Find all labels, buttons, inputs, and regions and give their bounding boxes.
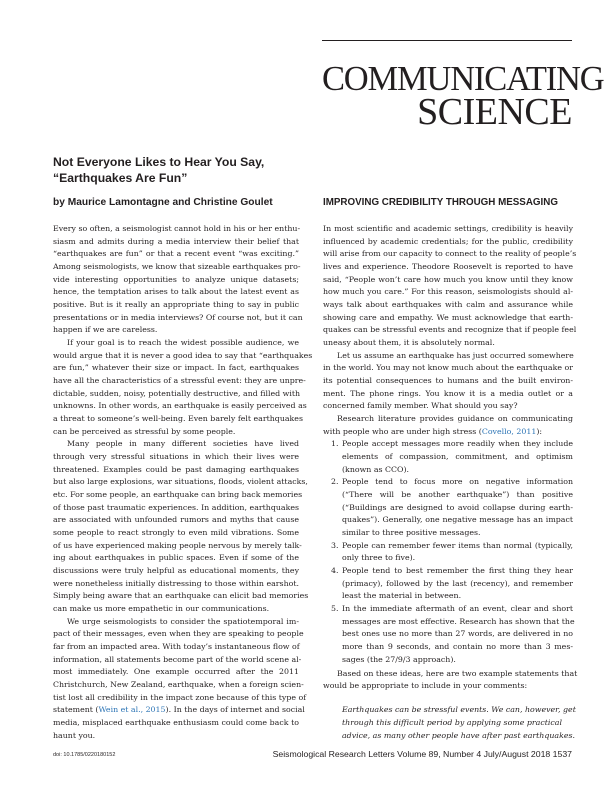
body-text-line: would be appropriate to include in your comments: bbox=[323, 681, 528, 691]
list-item-line: least the material in between. bbox=[342, 591, 462, 601]
body-text-line: said, “People won’t care how much you know until they know bbox=[323, 274, 573, 284]
list-number: 5. bbox=[331, 604, 339, 614]
body-text-line: dictable, sudden, noisy, potentially destructive, and filled with bbox=[53, 388, 301, 398]
article-title-line: Not Everyone Likes to Hear You Say, bbox=[53, 155, 265, 169]
body-text-line: media, misplaced earthquake enthusiasm could come back to bbox=[53, 718, 299, 728]
body-text-line: threatened. Examples could be past damaging earthquakes bbox=[53, 464, 299, 474]
body-text-line: of us have experienced making people nervous by merely talk- bbox=[53, 540, 302, 550]
list-item-line: elements of compassion, commitment, and optimism bbox=[342, 452, 573, 462]
example-statement-line: through this difficult period by applying some practical bbox=[342, 718, 562, 728]
body-text-line: Simply being aware that an earthquake can elicit bad memories bbox=[53, 591, 309, 601]
body-text-line: ing about earthquakes in public spaces. Even if some of the bbox=[53, 553, 299, 563]
body-text-line: Christchurch, New Zealand, earthquake, when a foreign scien- bbox=[53, 680, 304, 690]
body-text-line bbox=[323, 425, 573, 438]
list-number: 4. bbox=[331, 566, 339, 576]
body-text: ). In the days of internet and social bbox=[165, 705, 305, 715]
body-text-line: can be perceived as stressful by some people. bbox=[53, 426, 236, 436]
body-text-line: will arise from our capacity to connect to the reality of people’s bbox=[323, 249, 577, 259]
body-text-line: showing care and empathy. We must acknowledge that earth- bbox=[323, 312, 573, 322]
body-text-line: were nonetheless initially distressing to those within earshot. bbox=[53, 578, 299, 588]
body-text-line: concerned family member. What should you say? bbox=[323, 401, 518, 411]
body-text-line: are associated with unfounded rumors and myths that cause bbox=[53, 515, 299, 525]
body-text-line: some people to react strongly to even mild vibrations. Some bbox=[53, 528, 299, 538]
body-text-line: positive. But is it really an appropriate thing to say in public bbox=[53, 300, 299, 310]
body-text-line: information, all statements become part of the world scene al- bbox=[53, 654, 302, 664]
body-text-line: of those past traumatic experiences. In addition, earthquakes bbox=[53, 502, 299, 512]
section-heading: IMPROVING CREDIBILITY THROUGH MESSAGING bbox=[323, 197, 558, 208]
body-text-line bbox=[53, 703, 305, 716]
body-text-line: ways talk about earthquakes with calm and assurance while bbox=[323, 300, 573, 310]
example-statement-line: Earthquakes can be stressful events. We can, however, get bbox=[342, 705, 576, 715]
body-text-line: would argue that it is never a good idea to say that “earthquakes bbox=[53, 350, 313, 360]
list-item-line: (“There will be another earthquake”) than positive bbox=[342, 490, 573, 500]
body-text-line: influenced by academic credentials; for the public, credibility bbox=[323, 236, 573, 246]
body-text-line: presentations or in media interviews? Of course not, but it can bbox=[53, 312, 303, 322]
footer-journal-info: Seismological Research Letters Volume 89, Number 4 July/August 2018 1537 bbox=[272, 749, 572, 759]
body-text-line: its potential consequences to humans and the built environ- bbox=[323, 376, 573, 386]
list-item-line: People accept messages more readily when they include bbox=[342, 439, 573, 449]
example-statement-line: advice, as many other people have after past earthquakes. bbox=[342, 730, 576, 740]
body-text-line: ment. The phone rings. You know it is a media outlet or a bbox=[323, 388, 573, 398]
section-banner-science: SCIENCE bbox=[417, 91, 572, 133]
body-text: statement ( bbox=[53, 705, 99, 715]
body-text-line: how much you care.” For this reason, seismologists should al- bbox=[323, 287, 573, 297]
body-text-line: have all the characteristics of a stressful event: they are unpre- bbox=[53, 376, 306, 386]
article-byline: by Maurice Lamontagne and Christine Goulet bbox=[53, 197, 273, 208]
list-item-line: (“Buildings are designed to avoid collapse during earth- bbox=[342, 502, 573, 512]
body-text-line: We urge seismologists to consider the spatiotemporal im- bbox=[67, 616, 299, 626]
body-text-line: happen if we are careless. bbox=[53, 325, 158, 335]
body-text-line: unknowns. In other words, an earthquake is easily perceived as bbox=[53, 401, 307, 411]
list-item-line: People tend to best remember the first thing they hear bbox=[342, 566, 573, 576]
list-item-line: more than 9 seconds, and contain no more than 3 mes- bbox=[342, 642, 573, 652]
body-text-line: Among seismologists, we know that sizeable earthquakes pro- bbox=[53, 262, 301, 271]
body-text-line: pact of their messages, even when they are speaking to people bbox=[53, 629, 304, 639]
list-item-line: In the immediate aftermath of an event, clear and short bbox=[342, 604, 573, 614]
body-text-line: a threat to someone’s well-being. Even barely felt earthquakes bbox=[53, 414, 303, 424]
body-text-line: etc. For some people, an earthquake can bring back memories bbox=[53, 490, 303, 500]
body-text-line: In most scientific and academic settings, credibility is heavily bbox=[323, 224, 573, 233]
body-text: ): bbox=[536, 426, 543, 436]
body-text-line: Every so often, a seismologist cannot hold in his or her enthu- bbox=[53, 224, 301, 233]
list-item-line: best ones use no more than 27 words, are delivered in no bbox=[342, 629, 573, 639]
list-number: 3. bbox=[331, 540, 339, 550]
body-text-line: Based on these ideas, here are two example statements that bbox=[337, 668, 578, 678]
body-text-line: uneasy about them, it is absolutely normal. bbox=[323, 338, 495, 348]
list-item-line: messages are most effective. Research has shown that the bbox=[342, 616, 575, 626]
body-text-line: quakes can be stressful events and recognize that if people feel bbox=[323, 325, 577, 335]
footer-doi: doi: 10.1785/0220180152 bbox=[53, 752, 116, 758]
body-text-line: in the world. You may not know much about the earthquake or bbox=[323, 363, 573, 373]
body-text-line: siasm and admits during a media interview their belief that bbox=[53, 236, 299, 246]
body-text-line: far from an impacted area. With today’s instantaneous flow of bbox=[53, 642, 300, 652]
body-text-line: through very stressful situations in which their lives were bbox=[53, 452, 299, 462]
body-text-line: but also large explosions, war situations, floods, violent attacks, bbox=[53, 477, 308, 487]
list-number: 2. bbox=[331, 477, 339, 487]
body-text-line: can make us more empathetic in our communications. bbox=[53, 604, 270, 614]
list-item-line: only three to five). bbox=[342, 553, 416, 563]
body-text-line: are fun,” whatever their size or impact. In fact, earthquakes bbox=[53, 363, 299, 373]
list-item-line: (known as CCO). bbox=[342, 464, 410, 474]
body-text-line: Research literature provides guidance on communicating bbox=[337, 414, 573, 424]
list-number: 1. bbox=[331, 439, 339, 449]
body-text-line: Many people in many different societies have lived bbox=[67, 439, 299, 449]
body-text-line: Let us assume an earthquake has just occurred somewhere bbox=[337, 350, 574, 360]
body-text-line: discussions were truly helpful as educational moments, they bbox=[53, 566, 299, 576]
list-item-line: People can remember fewer items than normal (typically, bbox=[342, 540, 573, 550]
list-item-line: People tend to focus more on negative information bbox=[342, 477, 573, 487]
article-title-line: “Earthquakes Are Fun” bbox=[53, 171, 188, 185]
list-item-line: (primacy), followed by the last (recency), and remember bbox=[342, 578, 573, 588]
body-text-line: hence, the temptation arises to talk about the latest event as bbox=[53, 287, 299, 297]
body-text-line: haunt you. bbox=[53, 730, 96, 740]
article-title bbox=[53, 154, 293, 186]
citation-link[interactable]: Wein et al., 2015 bbox=[98, 705, 166, 715]
body-text-line: tist lost all credibility in the impact zone because of this type of bbox=[53, 692, 307, 702]
body-text-line: most immediately. One example occurred after the 2011 bbox=[53, 667, 299, 677]
list-item-line: similar to three positive messages. bbox=[342, 528, 481, 538]
section-banner-communicating: COMMUNICATING bbox=[322, 60, 604, 98]
list-item-line: quakes”). Generally, one negative message has an impact bbox=[342, 515, 573, 525]
body-text-line: “earthquakes are fun” or that a recent event “was exciting.” bbox=[53, 249, 299, 259]
header-rule bbox=[322, 40, 572, 41]
body-text: with people who are under high stress ( bbox=[323, 426, 482, 436]
body-text-line: lives and experience. Theodore Roosevelt is reported to have bbox=[323, 262, 573, 271]
body-text-line: vide interesting opportunities to analyze unique datasets; bbox=[53, 274, 299, 284]
citation-link[interactable]: Covello, 2011 bbox=[481, 426, 537, 436]
body-text-line: If your goal is to reach the widest possible audience, we bbox=[67, 338, 299, 348]
list-item-line: sages (the 27/9/3 approach). bbox=[342, 654, 456, 664]
